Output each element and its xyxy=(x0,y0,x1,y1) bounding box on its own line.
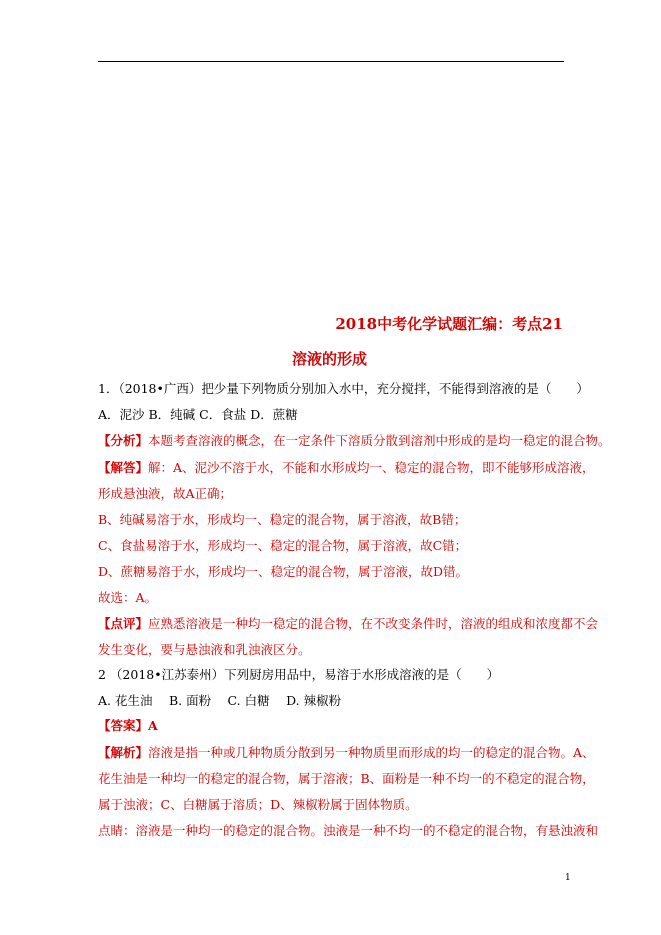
q1-choice: 故选：A。 xyxy=(98,590,158,605)
q2-analysis-line2: 花生油是一种均一的稳定的混合物，属于溶液；B、面粉是一种不均一的不稳定的混合物， xyxy=(98,771,595,786)
q1-comment-tag: 【点评】 xyxy=(98,616,149,631)
q2-analysis-tag: 【解析】 xyxy=(98,745,149,760)
q2-stem: 2 （2018•江苏泰州）下列厨房用品中，易溶于水形成溶液的是（ ） xyxy=(98,667,500,682)
q1-analysis xyxy=(98,433,611,449)
q1-stem: 1．（2018•广西）把少量下列物质分别加入水中，充分搅拌，不能得到溶液的是（ ） xyxy=(98,381,589,396)
q2-analysis-line1: 溶液是指一种或几种物质分散到另一种物质里而形成的均一的稳定的混合物。A、 xyxy=(148,745,595,760)
q1-analysis-tag: 【分析】 xyxy=(98,433,149,448)
q1-answer xyxy=(98,460,595,476)
document-title: 2018中考化学试题汇编：考点21 xyxy=(335,315,563,333)
q2-analysis xyxy=(98,745,595,761)
q1-answer-line5: D、蔗糖易溶于水，形成均一、稳定的混合物，属于溶液，故D错。 xyxy=(98,564,469,579)
q2-answer: 【答案】A xyxy=(98,718,158,733)
q1-answer-line1: 解：A、泥沙不溶于水，不能和水形成均一、稳定的混合物，即不能够形成溶液， xyxy=(148,460,595,475)
q1-analysis-text: 本题考查溶液的概念，在一定条件下溶质分散到溶剂中形成的是均一稳定的混合物。 xyxy=(148,433,611,448)
q1-comment-line1: 应熟悉溶液是一种均一稳定的混合物，在不改变条件时，溶液的组成和浓度都不会 xyxy=(148,616,599,631)
q1-options: A．泥沙 B．纯碱 C．食盐 D．蔗糖 xyxy=(98,407,298,422)
q1-answer-line2: 形成悬浊液，故A正确； xyxy=(98,486,233,501)
document-subtitle: 溶液的形成 xyxy=(292,350,368,368)
q1-comment-line2: 发生变化，要与悬浊液和乳浊液区分。 xyxy=(98,642,311,657)
q1-comment xyxy=(98,616,598,632)
q2-tip: 点睛：溶液是一种均一的稳定的混合物。浊液是一种不均一的不稳定的混合物，有悬浊液和 xyxy=(98,823,599,838)
q1-answer-line4: C、食盐易溶于水，形成均一、稳定的混合物，属于溶液，故C错； xyxy=(98,538,468,553)
q1-answer-line3: B、纯碱易溶于水，形成均一、稳定的混合物，属于溶液，故B错； xyxy=(98,512,467,527)
page-number: 1 xyxy=(565,873,571,883)
q1-answer-tag: 【解答】 xyxy=(98,460,149,475)
header-rule xyxy=(98,61,564,62)
q2-analysis-line3: 属于浊液；C、白糖属于溶质；D、辣椒粉属于固体物质。 xyxy=(98,797,418,812)
q2-options: A. 花生油 B. 面粉 C. 白糖 D. 辣椒粉 xyxy=(98,693,342,708)
